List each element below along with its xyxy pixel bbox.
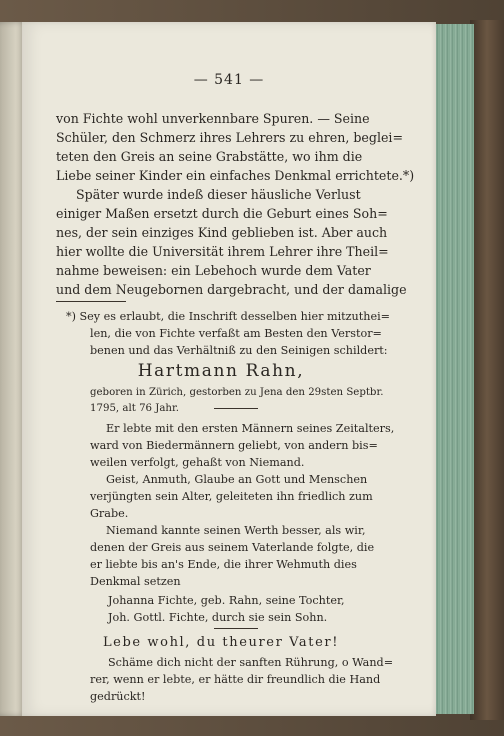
signature-line: Johanna Fichte, geb. Rahn, seine Tochter, [108, 594, 345, 607]
signature-line: Joh. Gottl. Fichte, durch sie sein Sohn. [108, 611, 328, 624]
inscription-line: Er lebte mit den ersten Männern seines Zeitalters, [106, 422, 395, 435]
inscription-line: verjüngten sein Alter, geleiteten ihn friedlich zum [90, 490, 373, 503]
body-line: einiger Maßen ersetzt durch die Geburt eines Soh= [56, 206, 388, 221]
footnote-line: *) Sey es erlaubt, die Inschrift desselben hier mitzuthei= [66, 310, 391, 323]
body-line: nes, der sein einziges Kind geblieben ist. Aber auch [56, 225, 388, 240]
inscription-name: Hartmann Rahn, [137, 361, 305, 381]
footnote-separator [56, 301, 126, 302]
book-cover-edge [470, 20, 504, 720]
body-line: teten den Greis an seine Grabstätte, wo ihm die [56, 149, 363, 164]
body-line: hier wollte die Universität ihrem Lehrer ihre Theil= [56, 244, 389, 259]
farewell-line: gedrückt! [90, 690, 146, 703]
inscription-line: denen der Greis aus seinem Vaterlande folgte, die [90, 541, 375, 554]
body-line: Liebe seiner Kinder ein einfaches Denkmal errichtete.*) [56, 168, 415, 183]
inscription-line: Grabe. [90, 507, 129, 520]
farewell-line: Schäme dich nicht der sanften Rührung, o Wand= [108, 656, 394, 669]
birth-line: geboren in Zürich, gestorben zu Jena den 29sten Septbr. [90, 387, 384, 398]
inscription-line: ward von Biedermännern geliebt, von andern bis= [90, 439, 378, 452]
body-line: von Fichte wohl unverkennbare Spuren. — Seine [56, 111, 370, 126]
body-line: Später wurde indeß dieser häusliche Verlust [76, 187, 361, 202]
inscription-line: weilen verfolgt, gehaßt von Niemand. [90, 456, 305, 469]
footnote-line: benen und das Verhältniß zu den Seinigen schildert: [90, 344, 388, 357]
footnote-line: len, die von Fichte verfaßt am Besten den Verstor= [90, 327, 382, 340]
birth-line: 1795, alt 76 Jahr. [90, 403, 179, 414]
inscription-line: Denkmal setzen [90, 575, 181, 588]
page-number: — 541 — [193, 72, 265, 88]
body-line: nahme beweisen: ein Lebehoch wurde dem Vater [56, 263, 371, 278]
inscription-line: er liebte bis an's Ende, die ihrer Wehmuth dies [90, 558, 357, 571]
inscription-line: Niemand kannte seinen Werth besser, als wir, [106, 524, 366, 537]
body-line: und dem Neugebornen dargebracht, und der damalige [56, 282, 407, 297]
inscription-divider [214, 408, 258, 409]
body-line: Schüler, den Schmerz ihres Lehrers zu ehren, beglei= [56, 130, 404, 145]
farewell-title: Lebe wohl, du theurer Vater! [102, 635, 340, 650]
farewell-divider [214, 628, 258, 629]
page-stack-edges [432, 24, 474, 714]
book-page [22, 22, 436, 716]
farewell-line: rer, wenn er lebte, er hätte dir freundlich die Hand [90, 673, 381, 686]
inscription-line: Geist, Anmuth, Glaube an Gott und Menschen [106, 473, 368, 486]
